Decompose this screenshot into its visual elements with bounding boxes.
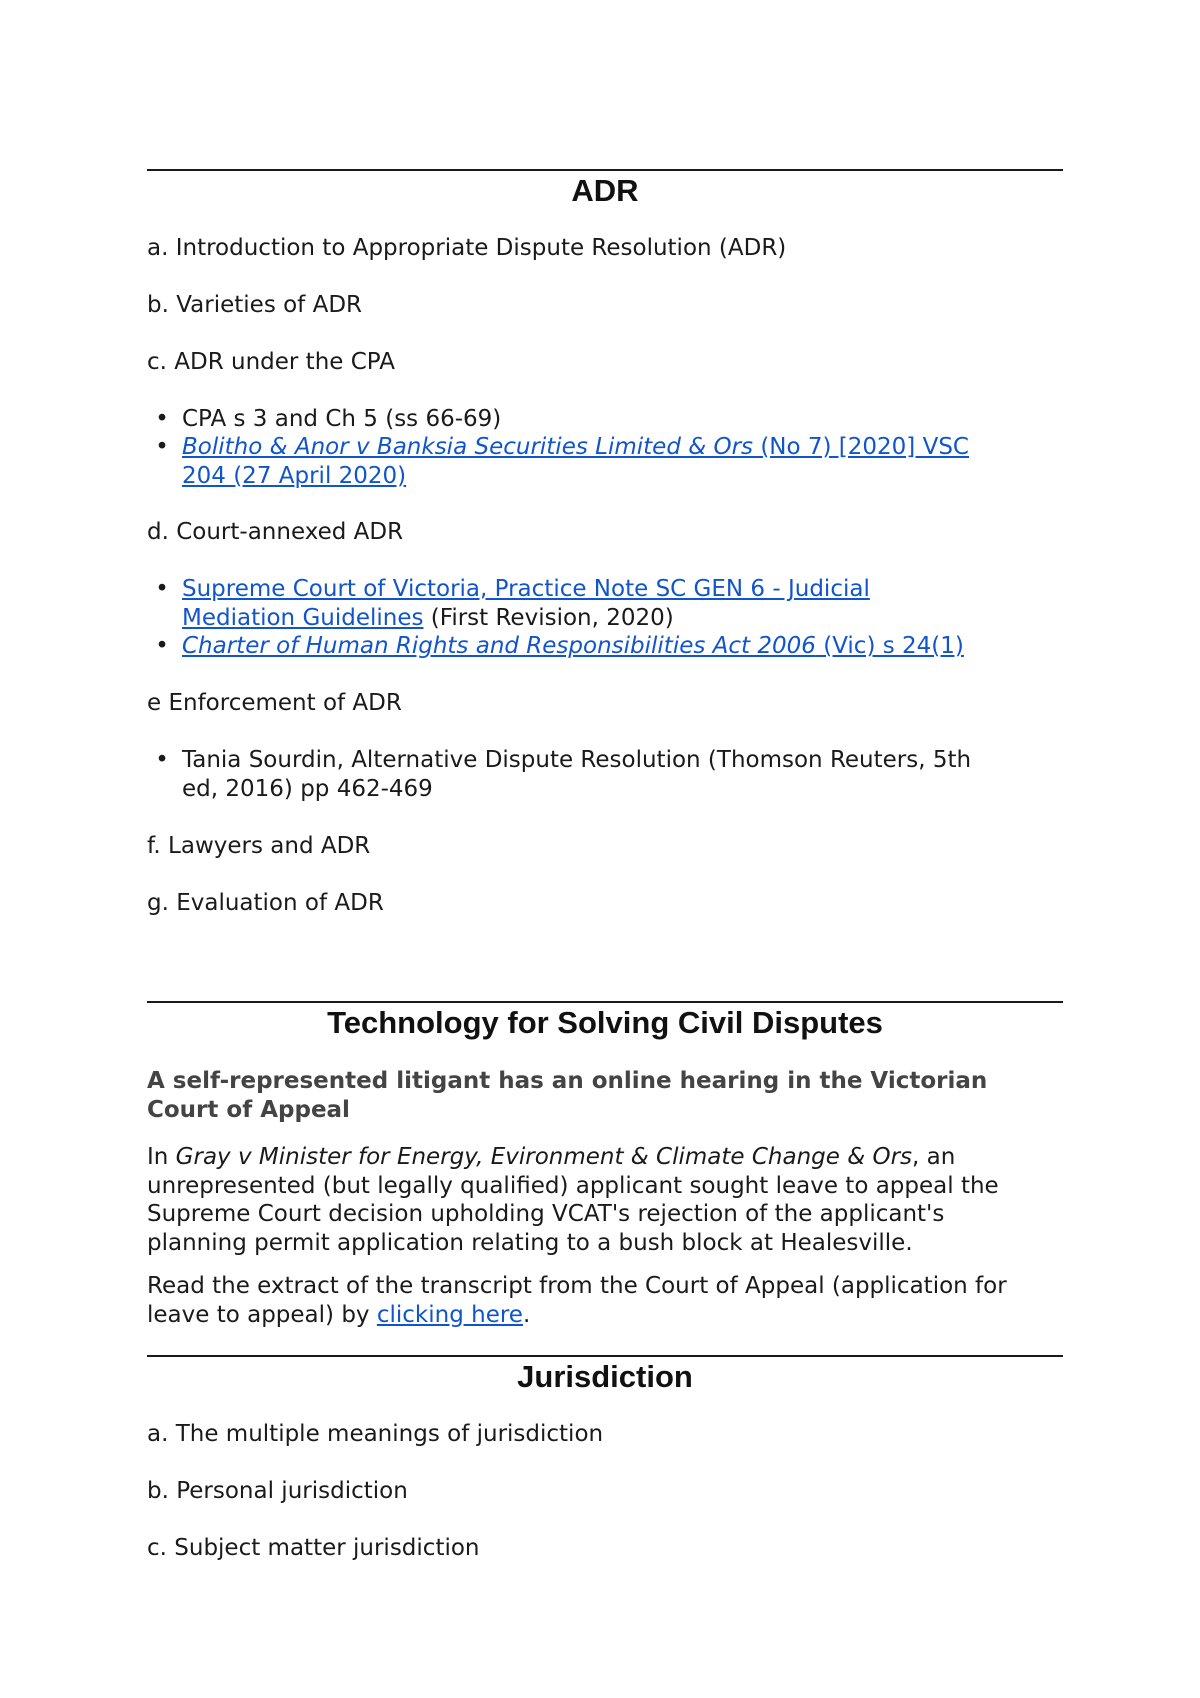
- adr-item-g: g. Evaluation of ADR: [147, 890, 384, 916]
- p2-line2-prefix: leave to appeal) by: [147, 1301, 377, 1328]
- p1-line4: planning permit application relating to a bush block at Healesville.: [147, 1229, 913, 1256]
- adr-item-f: f. Lawyers and ADR: [147, 833, 371, 859]
- jurisdiction-heading: Jurisdiction: [517, 1359, 693, 1394]
- bullet-icon: •: [155, 576, 169, 602]
- clicking-here-link[interactable]: clicking here: [376, 1301, 523, 1328]
- adr-item-c: c. ADR under the CPA: [147, 349, 395, 375]
- sourdin-line2: ed, 2016) pp 462-469: [182, 775, 433, 802]
- bolitho-citation-line2: 204 (27 April 2020): [182, 462, 407, 489]
- p2-line1: Read the extract of the transcript from the Court of Appeal (application for: [147, 1273, 1007, 1299]
- practice-note-line2: Mediation Guidelines: [182, 604, 424, 631]
- bullet-icon: •: [155, 747, 169, 773]
- enforcement-bullet-1: [155, 746, 1062, 803]
- section-divider: [147, 1001, 1063, 1003]
- court-bullet-1: [155, 575, 1062, 632]
- adr-item-e: e Enforcement of ADR: [147, 690, 402, 716]
- p1-line1-rest: , an: [912, 1144, 956, 1170]
- adr-item-d: d. Court-annexed ADR: [147, 519, 404, 545]
- practice-note-revision: (First Revision, 2020): [423, 604, 674, 631]
- jurisdiction-item-c: c. Subject matter jurisdiction: [147, 1535, 480, 1561]
- tech-subheading: [147, 1067, 1063, 1125]
- adr-item-a: a. Introduction to Appropriate Dispute Resolution (ADR): [147, 235, 787, 261]
- practice-note-line1: Supreme Court of Victoria, Practice Note SC GEN 6 - Judicial: [182, 576, 870, 602]
- adr-item-b: b. Varieties of ADR: [147, 292, 363, 318]
- tech-heading: Technology for Solving Civil Disputes: [327, 1005, 883, 1040]
- section-divider: [147, 169, 1063, 171]
- p1-line3: Supreme Court decision upholding VCAT's rejection of the applicant's: [147, 1201, 945, 1227]
- bullet-icon: •: [155, 633, 169, 659]
- adr-heading: ADR: [571, 173, 639, 208]
- cpa-bullet-1: [155, 405, 1062, 434]
- bolitho-case-name: Bolitho & Anor v Banksia Securities Limited & Ors: [182, 434, 754, 460]
- p1-prefix: In: [147, 1144, 176, 1170]
- cpa-bullet-2: [155, 433, 1062, 490]
- bullet-icon: •: [155, 406, 169, 432]
- bolitho-citation-line1: (No 7) [2020] VSC: [753, 434, 969, 460]
- jurisdiction-item-b: b. Personal jurisdiction: [147, 1478, 408, 1504]
- charter-act-section: (Vic) s 24(1): [815, 633, 964, 659]
- tech-paragraph-2: [147, 1272, 1063, 1329]
- tech-paragraph-1: [147, 1143, 1063, 1257]
- tech-subheading-line1: A self-represented litigant has an online hearing in the Victorian: [147, 1068, 988, 1094]
- jurisdiction-item-a: a. The multiple meanings of jurisdiction: [147, 1421, 604, 1447]
- p1-line2: unrepresented (but legally qualified) applicant sought leave to appeal the: [147, 1172, 999, 1199]
- gray-case-name: Gray v Minister for Energy, Evironment & Climate Change & Ors: [175, 1144, 913, 1170]
- cpa-bullet-1-text: CPA s 3 and Ch 5 (ss 66-69): [182, 406, 502, 432]
- charter-act-name: Charter of Human Rights and Responsibilities Act 2006: [182, 633, 816, 659]
- p2-suffix: .: [522, 1301, 531, 1328]
- section-divider: [147, 1355, 1063, 1357]
- bolitho-case-link[interactable]: [182, 434, 969, 489]
- bullet-icon: •: [155, 434, 169, 460]
- court-bullet-2: [155, 632, 1062, 661]
- charter-act-link[interactable]: [182, 633, 964, 659]
- tech-subheading-line2: Court of Appeal: [147, 1097, 350, 1123]
- sourdin-line1: Tania Sourdin, Alternative Dispute Resolution (Thomson Reuters, 5th: [182, 747, 972, 773]
